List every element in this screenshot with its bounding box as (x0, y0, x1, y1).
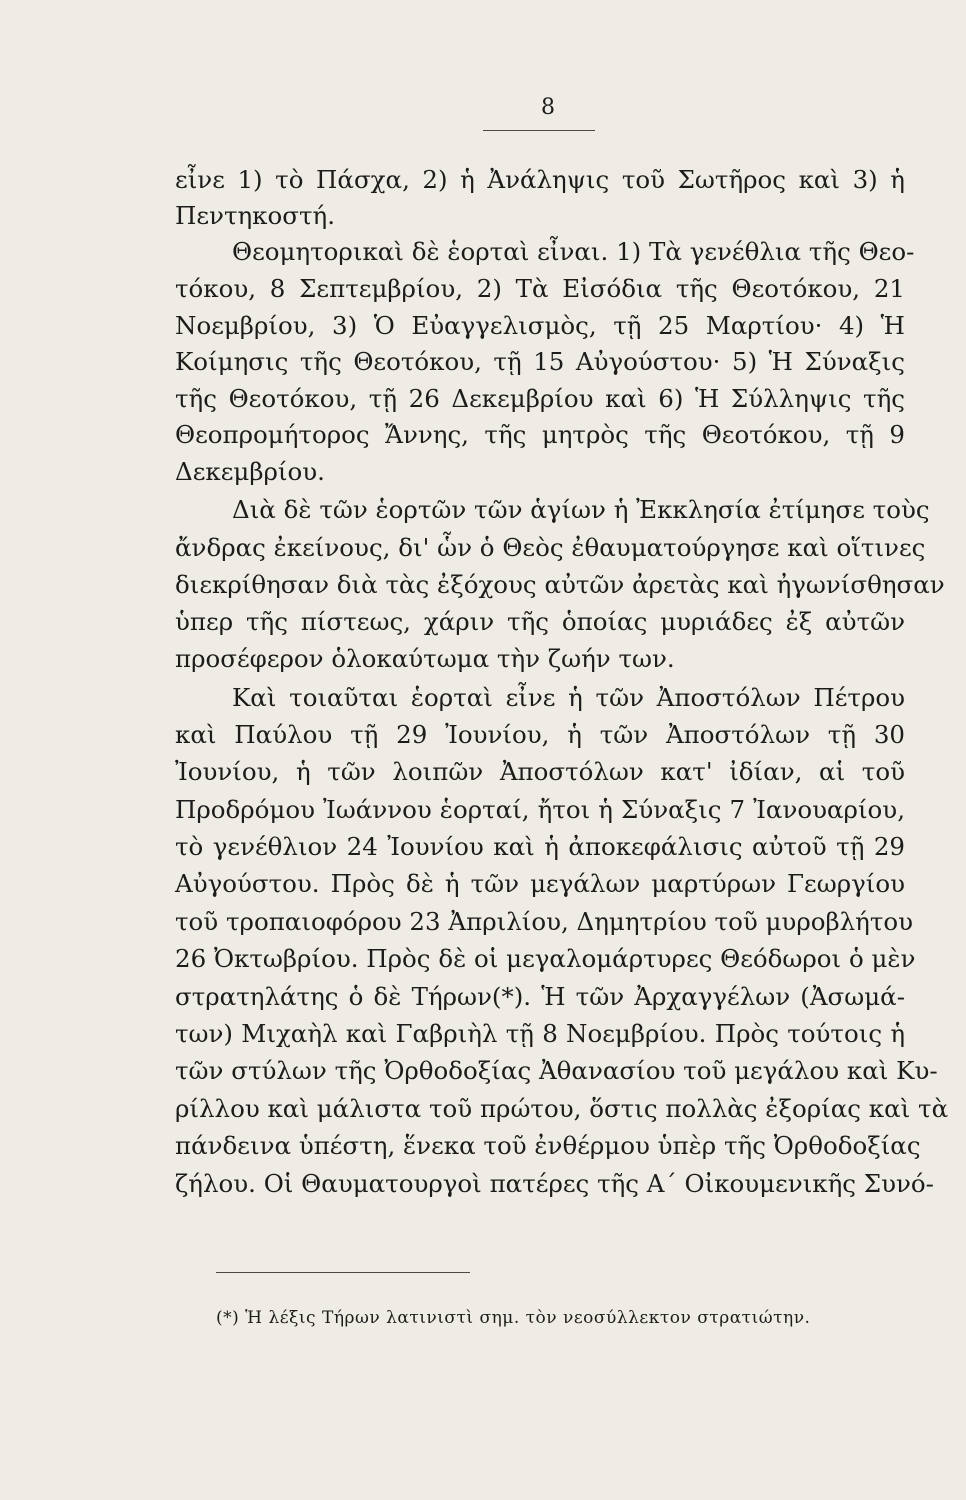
text-line: Αὐγούστου. Πρὸς δὲ ἡ τῶν μεγάλων μαρτύρων Γεωργίου (175, 869, 905, 898)
text-line: Θεοπρομήτορος Ἄννης, τῆς μητρὸς τῆς Θεοτόκου, τῇ 9 (175, 420, 905, 449)
text-line: στρατηλάτης ὁ δὲ Τήρων(*). Ἡ τῶν Ἀρχαγγέλων (Ἀσωμά- (175, 982, 905, 1011)
text-line: Δεκεμβρίου. (175, 457, 325, 486)
text-line: προσέφερον ὁλοκαύτωμα τὴν ζωήν των. (175, 644, 675, 673)
text-line: των) Μιχαὴλ καὶ Γαβριὴλ τῇ 8 Νοεμβρίου. Πρὸς τούτοις ἡ (175, 1019, 905, 1048)
text-line: Προδρόμου Ἰωάννου ἑορταί, ἤτοι ἡ Σύναξις 7 Ἰανουαρίου, (175, 795, 905, 824)
text-line: Διὰ δὲ τῶν ἑορτῶν τῶν ἁγίων ἡ Ἐκκλησία ἐτίμησε τοὺς (232, 495, 930, 524)
text-line: Θεομητορικαὶ δὲ ἑορταὶ εἶναι. 1) Τὰ γενέθλια τῆς Θεο- (232, 237, 915, 266)
text-line: εἶνε 1) τὸ Πάσχα, 2) ἡ Ἀνάληψις τοῦ Σωτῆρος καὶ 3) ἡ (175, 165, 905, 194)
text-line: τοῦ τροπαιοφόρου 23 Ἀπριλίου, Δημητρίου τοῦ μυροβλήτου (175, 907, 914, 936)
text-line: Πεντηκοστή. (175, 201, 335, 230)
footnote: (*) Ἡ λέξις Τήρων λατινιστὶ σημ. τὸν νεοσύλλεκτον στρατιώτην. (216, 1308, 811, 1328)
footnote-rule (216, 1272, 470, 1273)
text-line: ζήλου. Οἱ Θαυματουργοὶ πατέρες τῆς Α΄ Οἰκουμενικῆς Συνό- (175, 1169, 934, 1198)
page-number-rule (483, 130, 595, 131)
text-line: καὶ Παύλου τῇ 29 Ἰουνίου, ἡ τῶν Ἀποστόλων τῇ 30 (175, 720, 905, 749)
text-line: Κοίμησις τῆς Θεοτόκου, τῇ 15 Αὐγούστου· 5) Ἡ Σύναξις (175, 347, 905, 376)
text-line: τὸ γενέθλιον 24 Ἰουνίου καὶ ἡ ἀποκεφάλισις αὐτοῦ τῇ 29 (175, 832, 905, 861)
text-line: τῆς Θεοτόκου, τῇ 26 Δεκεμβρίου καὶ 6) Ἡ Σύλληψις τῆς (175, 384, 905, 413)
text-line: ὑπερ τῆς πίστεως, χάριν τῆς ὁποίας μυριάδες ἐξ αὐτῶν (175, 607, 905, 636)
text-line: Νοεμβρίου, 3) Ὁ Εὐαγγελισμὸς, τῇ 25 Μαρτίου· 4) Ἡ (175, 311, 905, 340)
page-number: 8 (541, 95, 555, 120)
text-line: 26 Ὀκτωβρίου. Πρὸς δὲ οἱ μεγαλομάρτυρες Θεόδωροι ὁ μὲν (175, 944, 916, 973)
text-line: Ἰουνίου, ἡ τῶν λοιπῶν Ἀποστόλων κατ' ἰδίαν, αἱ τοῦ (175, 757, 905, 786)
text-line: ρίλλου καὶ μάλιστα τοῦ πρώτου, ὅστις πολλὰς ἐξορίας καὶ τὰ (175, 1094, 949, 1123)
text-line: Καὶ τοιαῦται ἑορταὶ εἶνε ἡ τῶν Ἀποστόλων Πέτρου (232, 683, 905, 712)
text-line: ἄνδρας ἐκείνους, δι' ὧν ὁ Θεὸς ἐθαυματούργησε καὶ οἵτινες (175, 533, 926, 562)
text-line: τόκου, 8 Σεπτεμβρίου, 2) Τὰ Εἰσόδια τῆς Θεοτόκου, 21 (175, 274, 905, 303)
text-line: τῶν στύλων τῆς Ὀρθοδοξίας Ἀθανασίου τοῦ μεγάλου καὶ Κυ- (175, 1056, 938, 1085)
text-line: πάνδεινα ὑπέστη, ἕνεκα τοῦ ἐνθέρμου ὑπὲρ τῆς Ὀρθοδοξίας (175, 1131, 921, 1160)
text-line: διεκρίθησαν διὰ τὰς ἐξόχους αὐτῶν ἀρετὰς καὶ ἠγωνίσθησαν (175, 570, 945, 599)
